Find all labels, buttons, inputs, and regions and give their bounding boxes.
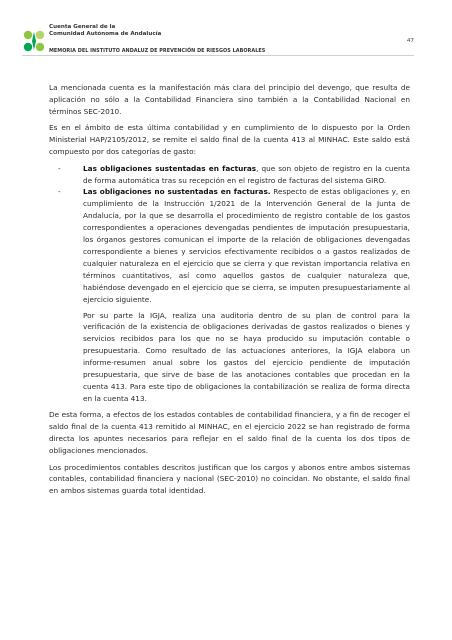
organization-name [49,24,161,38]
org-line-2: Comunidad Autónoma de Andalucía [49,31,162,38]
paragraph-sec2010: Es en el ámbito de esta última contabilidad y en cumplimiento de lo dispuesto por la Orden Ministerial HAP/2105/2012, se remite el saldo final de la cuenta 413 al MINHAC. Este saldo está compuesto por dos categorías de gasto: [49,123,410,157]
list-dash: - [58,163,61,173]
list-item-heading: Las obligaciones no sustentadas en facturas. [83,187,271,197]
paragraph-igja: Por su parte la IGJA, realiza una auditoria dentro de su plan de control para la verificación de la existencia de obligaciones derivadas de gastos realizados o bienes y servicios recibidos para los que no se haya producido su imputación contable o presupuestaria. Como resultado de las actuaciones anteriores, la IGJA elabora un informe-resumen anual sobre los gastos del ejercicio pendiente de imputación presupuestaria, que sirve de base de las anotaciones contables que procedan en la cuenta 413. Para este tipo de obligaciones la contabilización se realiza de forma directa en la cuenta 413. [83,310,410,403]
list-item-text: , que son objeto de registro en la cuenta de forma automática tras su recepción en el registro de facturas del sistema GIRO. [83,163,410,185]
paragraph-minhac: De esta forma, a efectos de los estados contables de contabilidad financiera, y a fin de recoger el saldo final de la cuenta 413 remitido al MINHAC, en el ejercicio 2022 se han registrado de forma directa los apuntes necesarios para reflejar en el saldo final de la cuenta los dos tipos de obligaciones mencionados. [49,410,410,456]
page-header [0,0,452,80]
expense-categories-list [49,163,410,306]
list-item [49,163,410,187]
page-body [49,82,410,502]
list-item-heading: Las obligaciones sustentadas en facturas [83,163,257,173]
list-item-text: Respecto de estas obligaciones y, en cumplimiento de la Instrucción 1/2021 de la Intervención General de la Junta de Andalucía, por la que se desarrolla el procedimiento de registro contable de los gastos correspondientes a operaciones devengadas pendientes de imputación presupuestaria, los órganos gestores comunican el importe de la relación de obligaciones devengadas correspondiente a bienes y servicios efectivamente recibidos o a gastos realizados de cualquier naturaleza en el ejercicio que se cierra y que revistan importancia relativa en términos cuantitativos, así como aquellos gastos de cualquier naturaleza que, habiéndose devengado en el ejercicio que se cierra, se imputen presupuestariamente al ejercicio siguiente. [83,187,410,304]
paragraph-conclusion: Los procedimientos contables descritos justifican que los cargos y abonos entre ambos sistemas contables, contabilidad financiera y nacional (SEC-2010) no coincidan. No obstante, el saldo final en ambos sistemas guarda total identidad. [49,462,410,496]
junta-andalucia-logo-icon [22,29,46,53]
document-title: MEMORIA DEL INSTITUTO ANDALUZ DE PREVENCIÓN DE RIESGOS LABORALES [49,48,266,54]
paragraph-devengo: La mencionada cuenta es la manifestación más clara del principio del devengo, que resulta de aplicación no sólo a la Contabilidad Financiera sino también a la Contabilidad Nacional en términos SEC-2010. [49,83,410,116]
header-divider [22,55,414,56]
list-dash: - [58,187,61,197]
list-item [49,186,410,305]
page-number: 47 [406,38,414,44]
org-line-1: Cuenta General de la [49,24,116,30]
